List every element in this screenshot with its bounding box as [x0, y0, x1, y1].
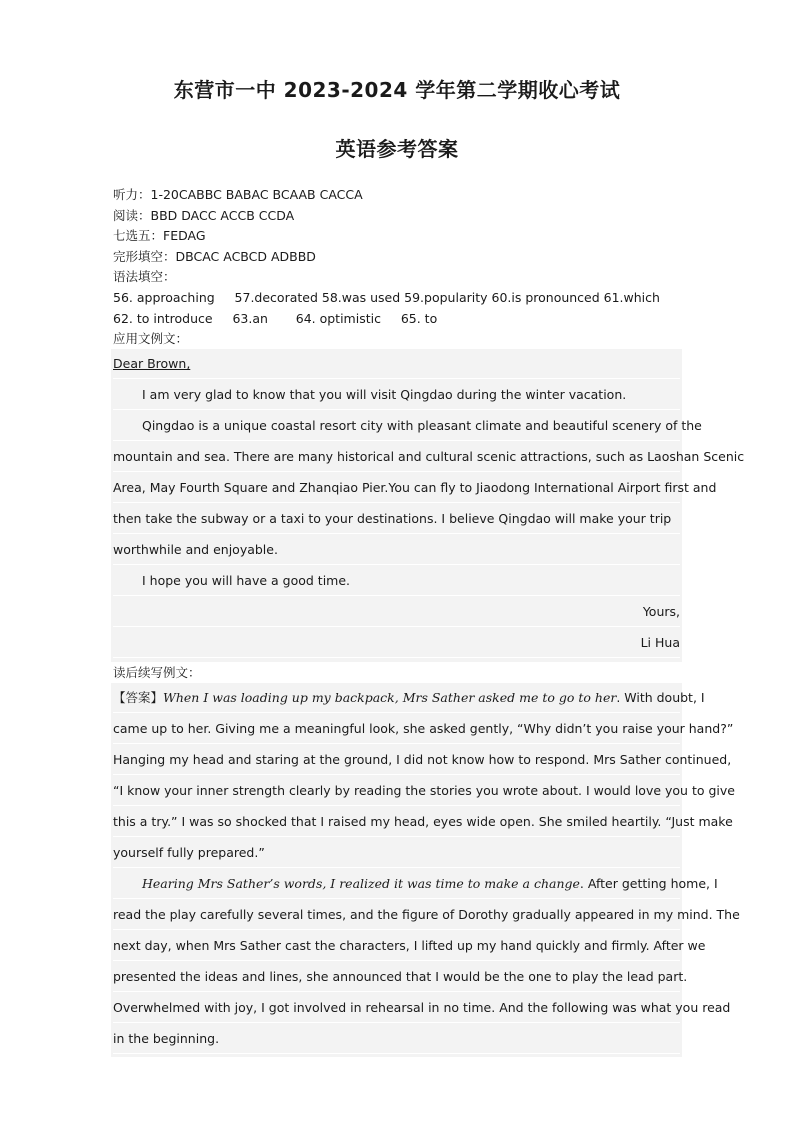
continuation-line: “I know your inner strength clearly by reading the stories you wrote about. I would love you to give	[113, 776, 680, 806]
continuation-line: next day, when Mrs Sather cast the characters, I lifted up my hand quickly and firmly. After we	[113, 931, 680, 961]
letter-line: Qingdao is a unique coastal resort city with pleasant climate and beautiful scenery of the	[113, 411, 680, 441]
seven-choose-five-answers: 七选五：FEDAG	[113, 228, 206, 243]
letter-signature: Li Hua	[113, 628, 680, 658]
grammar-answers-line-2: 62. to introduce 63.an 64. optimistic 65. to	[113, 311, 438, 326]
answer-tag: 【答案】	[113, 690, 164, 705]
letter-closing: Yours,	[113, 597, 680, 627]
letter-line: worthwhile and enjoyable.	[113, 535, 680, 565]
given-sentence-1: When I was loading up my backpack, Mrs Sather asked me to go to her	[163, 690, 617, 705]
continuation-line: Overwhelmed with joy, I got involved in rehearsal in no time. And the following was what you read	[113, 993, 680, 1023]
applied-writing-sample	[111, 349, 745, 662]
letter-line: I hope you will have a good time.	[113, 566, 680, 596]
listening-answers: 听力：1-20CABBC BABAC BCAAB CACCA	[113, 187, 363, 202]
letter-line: mountain and sea. There are many historical and cultural scenic attractions, such as Laoshan Scenic	[113, 442, 680, 472]
grammar-label: 语法填空：	[113, 269, 176, 284]
continuation-line: came up to her. Giving me a meaningful look, she asked gently, “Why didn’t you raise your hand?”	[113, 714, 680, 744]
continuation-text: . With doubt, I	[616, 690, 705, 705]
answer-key-title: 英语参考答案	[335, 137, 459, 161]
continuation-line: in the beginning.	[113, 1024, 680, 1054]
grammar-answers-line-1: 56. approaching 57.decorated 58.was used 59.popularity 60.is pronounced 61.which	[113, 290, 660, 305]
continuation-line: read the play carefully several times, and the figure of Dorothy gradually appeared in my mind. The	[113, 900, 680, 930]
letter-line: Area, May Fourth Square and Zhanqiao Pier.You can fly to Jiaodong International Airport first and	[113, 473, 680, 503]
reading-answers: 阅读：BBD DACC ACCB CCDA	[113, 208, 295, 223]
given-sentence-2: Hearing Mrs Sather’s words, I realized it was time to make a change	[142, 876, 580, 891]
continuation-label: 读后续写例文：	[113, 665, 201, 680]
letter-line: I am very glad to know that you will visit Qingdao during the winter vacation.	[113, 380, 680, 410]
continuation-line-second	[113, 869, 718, 899]
continuation-line: presented the ideas and lines, she announced that I would be the one to play the lead part.	[113, 962, 680, 992]
applied-writing-label: 应用文例文：	[113, 331, 189, 346]
cloze-answers: 完形填空：DBCAC ACBCD ADBBD	[113, 249, 316, 264]
letter-line: then take the subway or a taxi to your destinations. I believe Qingdao will make your trip	[113, 504, 680, 534]
continuation-line-first	[113, 683, 705, 713]
continuation-line: this a try.” I was so shocked that I raised my head, eyes wide open. She smiled heartily. “Just make	[113, 807, 680, 837]
letter-greeting: Dear Brown,	[113, 356, 191, 371]
exam-title: 东营市一中 2023-2024 学年第二学期收心考试	[173, 78, 621, 102]
continuation-line: Hanging my head and staring at the ground, I did not know how to respond. Mrs Sather continued,	[113, 745, 680, 775]
continuation-writing-sample	[111, 683, 740, 1057]
continuation-text: . After getting home, I	[579, 876, 718, 891]
continuation-line: yourself fully prepared.”	[113, 838, 680, 868]
